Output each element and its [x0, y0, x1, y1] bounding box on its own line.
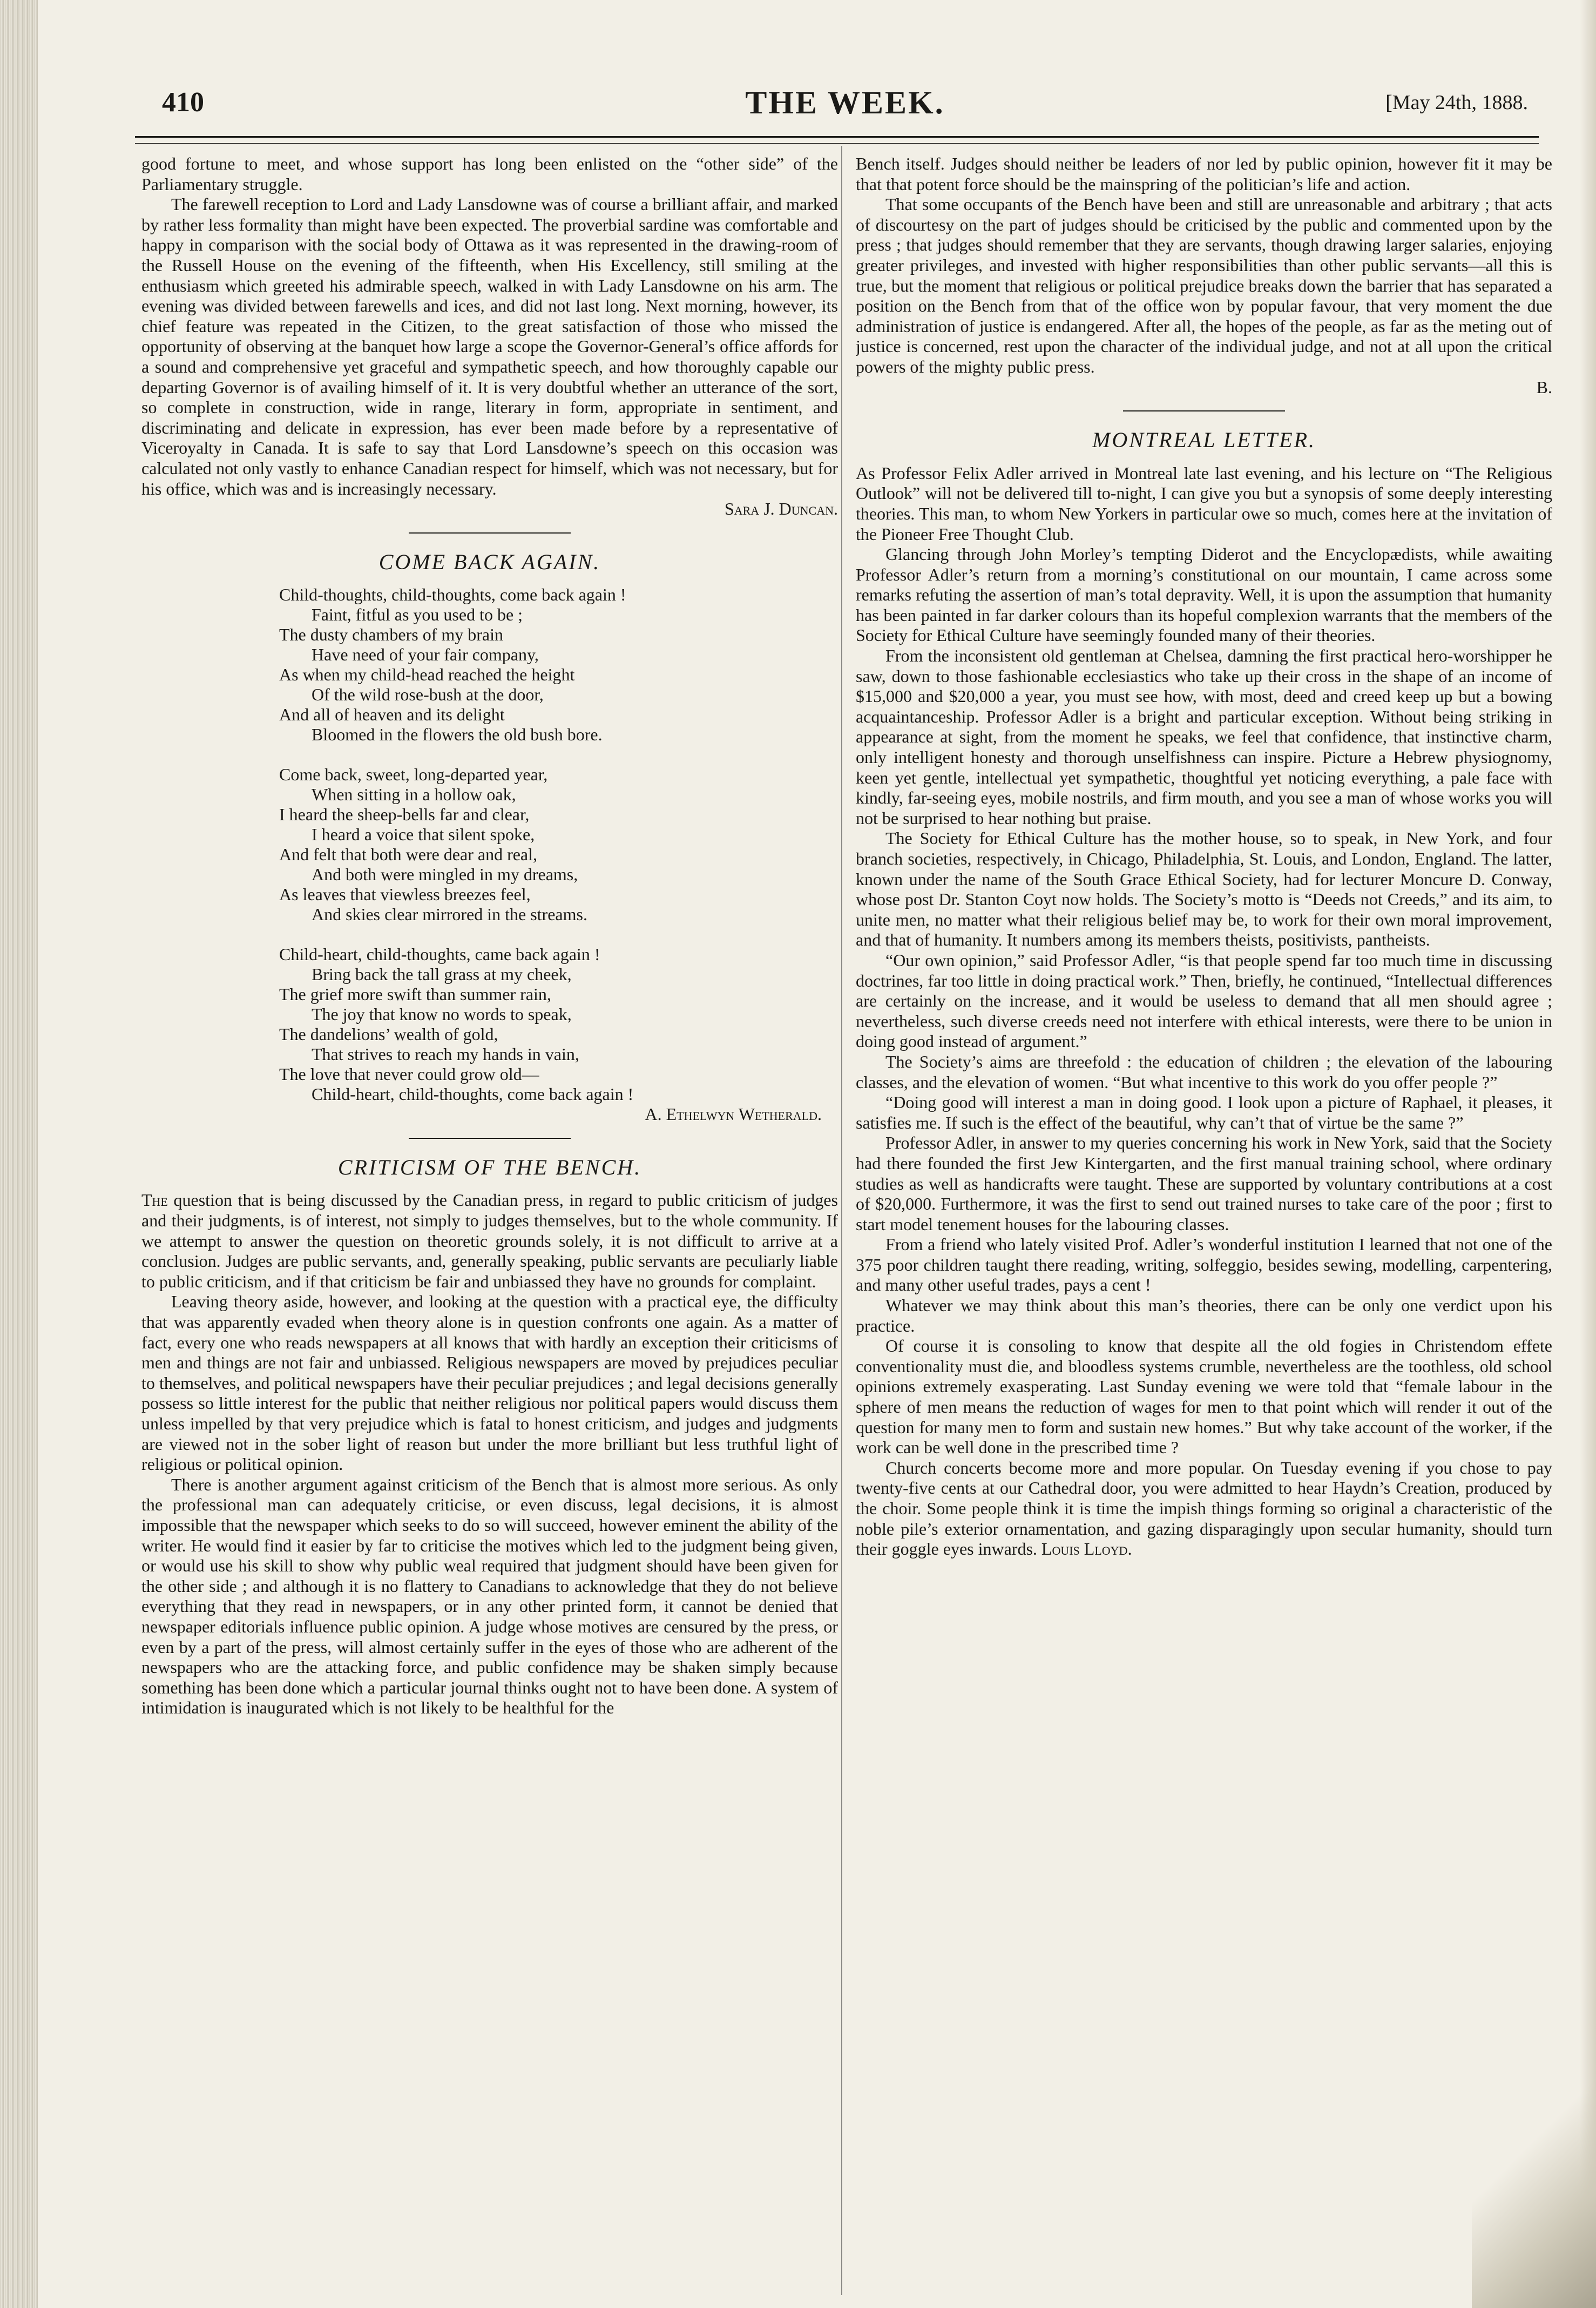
criticism-lead-word: The: [141, 1190, 168, 1210]
ottawa-paragraph: good fortune to meet, and whose support has long been enlisted on the “other side” of the Parliamentary struggle.: [141, 154, 838, 194]
montreal-paragraph: Professor Adler, in answer to my queries concerning his work in New York, said that the Society had there founded the first Jew Kintergarten, and the first manual training school, where ordinary studies as well as handicrafts were taught. These are supported by voluntary contributions at a cost of $20,000. Furthermore, it was the first to send out trained nurses to take care of the poor ; first to start model tenement houses for the labouring classes.: [856, 1133, 1552, 1234]
scan-edge-right: [1580, 0, 1596, 2308]
poem-author: A. Ethelwyn Wetherald.: [645, 1104, 822, 1124]
poem-line: The love that never could grow old—: [279, 1064, 539, 1084]
poem-line: And skies clear mirrored in the streams.: [312, 905, 587, 924]
montreal-paragraph: From a friend who lately visited Prof. Adler’s wonderful institution I learned that not one of the 375 poor children taught there reading, writing, solfeggio, besides sewing, modelling, carpentering, and many other useful trades, pays a cent !: [856, 1234, 1552, 1295]
poem-stanza: [279, 765, 838, 924]
poem-title: COME BACK AGAIN.: [378, 549, 601, 574]
poem-line: Faint, fitful as you used to be ;: [312, 605, 523, 625]
poem-line: Child-heart, child-thoughts, come back again !: [312, 1084, 634, 1104]
poem-line: Child-thoughts, child-thoughts, come back again !: [279, 585, 626, 605]
section-divider: [409, 532, 571, 534]
poem-line: Of the wild rose-bush at the door,: [312, 685, 544, 705]
poem-line: Have need of your fair company,: [312, 645, 539, 665]
montreal-paragraph: As Professor Felix Adler arrived in Montreal late last evening, and his lecture on “The Religious Outlook” will not be delivered till to-night, I can give you but a synopsis of some deeply interesting theories. This man, to whom New Yorkers in particular owe so much, comes here at the invitation of the Pioneer Free Thought Club.: [856, 463, 1552, 544]
poem-line: The dusty chambers of my brain: [279, 625, 503, 645]
poem-line: Bring back the tall grass at my cheek,: [312, 964, 572, 984]
ottawa-paragraph: The farewell reception to Lord and Lady Lansdowne was of course a brilliant affair, and marked by rather less formality than might have been expected. The proverbial sardine was comfortable and happy in comparison with the social body of Ottawa as it was represented in the drawing-room of the Russell House on the evening of the fifteenth, when His Excellency, still smiling at the enthusiasm which greeted his admirable speech, walked in with Lady Lansdowne on his arm. The evening was divided between farewells and ices, and did not last long. Next morning, however, its chief feature was repeated in the Citizen, to the great satisfaction of those who missed the opportunity of observing at the banquet how large a scope the Governor-General’s office affords for a sound and comprehensive yet graceful and sympathetic speech, and how thoroughly capable our departing Governor is of availing himself of it. It is very doubtful whether an utterance of the sort, so complete in construction, wide in range, literary in form, appropriate in sentiment, and discriminating and delicate in expression, has ever been made before by a representative of Viceroyalty in Canada. It is safe to say that Lord Lansdowne’s speech on this occasion was calculated not only vastly to enhance Canadian respect for himself, which was not necessary, but for his office, which was and is increasingly necessary.: [141, 194, 838, 498]
signature-text: Sara J. Duncan.: [724, 499, 838, 519]
left-column: [141, 154, 838, 2282]
montreal-paragraph: “Our own opinion,” said Professor Adler, “is that people spend far too much time in discussing doctrines, far too little in doing practical work.” Then, briefly, he continued, “Intellectual differences are certainly on the increase, and it would be useless to demand that all men should agree ; nevertheless, such diverse creeds need not interfere with ethical interests, were there to be union in doing good instead of argument.”: [856, 950, 1552, 1051]
poem-stanza: [279, 585, 838, 745]
montreal-paragraph: From the inconsistent old gentleman at Chelsea, damning the first practical hero-worshipper he saw, down to those fashionable ecclesiastics who take up their cross in the shape of an income of $15,000 and $20,000 a year, you must see how, with most, deed and creed keep up but a bowing acquaintanceship. Professor Adler is a bright and particular exception. Without being striking in appearance at sight, from the moment he speaks, we feel that confidence, that instinctive charm, only intelligent honesty and thorough unselfishness can inspire. Picture a Hebrew physiognomy, keen yet gentle, intellectual yet sympathetic, thoughtful yet noticing everything, a pale face with kindly, far-seeing eyes, mobile nostrils, and firm mouth, and you see a man of whose works you will not be surprised to hear nothing but praise.: [856, 646, 1552, 828]
montreal-paragraph: “Doing good will interest a man in doing good. I look upon a picture of Raphael, it pleases, it satisfies me. If such is the effect of the beautiful, why can’t that of virtue be the same ?”: [856, 1092, 1552, 1132]
poem-line: And both were mingled in my dreams,: [312, 865, 578, 885]
poem-line: And felt that both were dear and real,: [279, 845, 538, 865]
poem: [279, 585, 838, 1104]
poem-line: Bloomed in the flowers the old bush bore.: [312, 725, 603, 745]
poem-line: The joy that know no words to speak,: [312, 1004, 572, 1024]
section-divider: [409, 1138, 571, 1139]
ottawa-signature: [141, 499, 838, 519]
montreal-signature: Louis Lloyd.: [1041, 1539, 1132, 1559]
poem-line: Child-heart, child-thoughts, came back again !: [279, 944, 600, 964]
poem-line: The dandelions’ wealth of gold,: [279, 1024, 498, 1044]
poem-stanza: [279, 944, 838, 1104]
section-divider: [1123, 410, 1285, 411]
criticism-paragraph: There is another argument against criticism of the Bench that is almost more serious. As only the professional man can adequately criticise, or even discuss, legal decisions, it is almost impossible that the newspaper which seeks to do so will succeed, however eminent the ability of the writer. He would find it easier by far to criticise the motives which led to the judgment being given, or would use his skill to show why public weal required that judgment should have been given for the other side ; and although it is no flattery to Canadians to acknowledge that they do not believe everything that they read in newspapers, or in any other printed form, it cannot be denied that newspaper editorials influence public opinion. A judge whose motives are censured by the press, or even by a part of the press, will almost certainly suffer in the eyes of those who are adherent of the newspapers who are the attacking force, and public confidence may be shaken simply because something has been done which a particular journal thinks ought not to have been done. A system of intimidation is inaugurated which is not likely to be healthful for the: [141, 1474, 838, 1718]
bench-paragraph: That some occupants of the Bench have been and still are unreasonable and arbitrary ; that acts of discourtesy on the part of judges should be criticised by the public and commented upon by the press ; that judges should remember that they are servants, though drawing larger salaries, enjoying greater privileges, and invested with higher responsibilities than other public servants—all this is true, but the moment that religious or political prejudice breaks down the barrier that has separated a position on the Bench from that of the office won by popular favour, that very moment the due administration of justice is endangered. After all, the hopes of the people, as far as the meting out of justice is concerned, rest upon the character of the individual judge, and not at all upon the critical powers of the mighty public press.: [856, 194, 1552, 376]
poem-line: The grief more swift than summer rain,: [279, 984, 551, 1004]
issue-date: [May 24th, 1888.: [1385, 91, 1528, 114]
poem-line: When sitting in a hollow oak,: [312, 785, 516, 805]
poem-line: Come back, sweet, long-departed year,: [279, 765, 548, 785]
page-number: 410: [162, 87, 204, 118]
montreal-text: Church concerts become more and more popular. On Tuesday evening if you chose to pay twenty-five cents at our Cathedral door, you were admitted to hear Haydn’s Creation, produced by the choir. Some people think it is time the impish things forming so original a characteristic of the noble pile’s exterior ornamentation, and gazing disparagingly upon secular humanity, should turn their goggle eyes inwards.: [856, 1457, 1552, 1559]
bench-signature: B.: [1536, 377, 1552, 397]
poem-line: As when my child-head reached the height: [279, 665, 575, 685]
montreal-paragraph: The Society for Ethical Culture has the mother house, so to speak, in New York, and four branch societies, respectively, in Chicago, Philadelphia, St. Louis, and London, England. The latter, known under the name of the South Grace Ethical Society, had for lecturer Moncure D. Conway, whose post Dr. Stanton Coyt now holds. The Society’s motto is “Deeds not Creeds,” and its aim, to unite men, no matter what their religious belief may be, to work for their own moral improvement, and that of humanity. It numbers among its members theists, positivists, pantheists.: [856, 828, 1552, 950]
bench-paragraph: Bench itself. Judges should neither be leaders of nor led by public opinion, however fit it may be that that potent force should be the mainspring of the politician’s life and action.: [856, 154, 1552, 194]
right-column: [856, 154, 1552, 2282]
page-header: [162, 86, 1528, 130]
poem-line: That strives to reach my hands in vain,: [312, 1044, 579, 1064]
montreal-title: MONTREAL LETTER.: [1092, 428, 1316, 453]
montreal-paragraph: Glancing through John Morley’s tempting Diderot and the Encyclopædists, while awaiting Professor Adler’s return from a morning’s constitutional on our mountain, I came across some remarks refuting the assertion of man’s total depravity. Well, it is upon the assumption that humanity has been painted in far darker colours than its hopeful complexion warrants that the members of the Society for Ethical Culture have seemingly founded many of their theories.: [856, 544, 1552, 645]
header-rule: [135, 136, 1539, 144]
criticism-paragraph: [141, 1190, 838, 1292]
montreal-paragraph: Of course it is consoling to know that despite all the old fogies in Christendom effete conventionality must die, and bloodless systems crumble, nevertheless are the toothless, old school opinions extremely exasperating. Last Sunday evening we were told that “female labour in the sphere of men means the reduction of wages for men to that point which will render it out of the question for many men to form and sustain new homes.” But why take account of the worker, if the work can be well done in the prescribed time ?: [856, 1336, 1552, 1457]
montreal-paragraph: The Society’s aims are threefold : the education of children ; the elevation of the labouring classes, and the elevation of women. “But what incentive to this work do you offer people ?”: [856, 1051, 1552, 1092]
poem-line: As leaves that viewless breezes feel,: [279, 885, 531, 905]
montreal-paragraph: [856, 1458, 1552, 1560]
criticism-paragraph: Leaving theory aside, however, and looking at the question with a practical eye, the difficulty that was apparently evaded when theory alone is in question confronts one again. As a matter of fact, every one who reads newspapers at all knows that with hardly an exception their criticisms of men and things are not fair and unbiassed. Religious newspapers are moved by prejudices peculiar to themselves, and political newspapers have their peculiar prejudices ; and legal decisions generally possess so little interest for the public that neither religious nor political papers would discuss them unless impelled by that very prejudice which is fatal to honest criticism, and judges and judgments are viewed not in the sober light of reason but under the more brilliant but less truthful light of religious or political opinion.: [141, 1292, 838, 1474]
montreal-paragraph: Whatever we may think about this man’s theories, there can be only one verdict upon his practice.: [856, 1295, 1552, 1335]
poem-line: And all of heaven and its delight: [279, 705, 505, 725]
poem-line: I heard a voice that silent spoke,: [312, 825, 535, 845]
column-rule: [841, 146, 842, 2295]
criticism-text: question that is being discussed by the Canadian press, in regard to public criticism of judges and their judgments, is of interest, not simply to judges themselves, but to the whole community. If we attempt to answer the question on theoretic grounds solely, it is not difficult to arrive at a conclusion. Judges are public servants, and, generally speaking, public servants are peculiarly liable to public criticism, and if that criticism be fair and unbiassed they have no grounds for complaint.: [141, 1190, 838, 1291]
scan-edge-left: [0, 0, 38, 2308]
journal-title: THE WEEK.: [745, 85, 945, 120]
poem-line: I heard the sheep-bells far and clear,: [279, 805, 530, 825]
criticism-title: CRITICISM OF THE BENCH.: [337, 1155, 642, 1179]
